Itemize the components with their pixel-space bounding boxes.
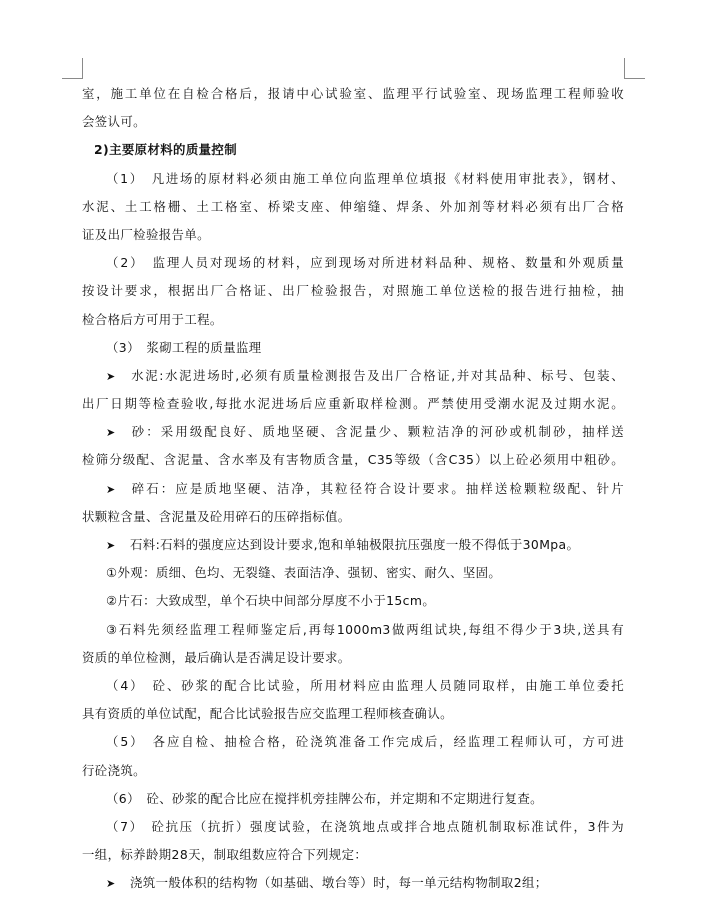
bullet-text: 浇筑一般体积的结构物（如基础、墩台等）时，每一单元结构物制取2组； (130, 875, 548, 891)
paragraph-line: ③石料先须经监理工程师鉴定后,再每1000m3做两组试块,每组不得少于3块,送具有 (106, 621, 624, 637)
paragraph-line: 行砼浇筑。 (82, 762, 146, 778)
bullet-line (82, 418, 624, 446)
bullet-line (82, 531, 624, 559)
paragraph-line: 水泥、土工格栅、土工格室、桥梁支座、伸缩缝、焊条、外加剂等材料必须有出厂合格 (82, 198, 624, 214)
section-heading: 2)主要原材料的质量控制 (94, 142, 237, 158)
paragraph-line: 资质的单位检测，最后确认是否满足设计要求。 (82, 649, 351, 665)
paragraph-line: （7） 砼抗压（抗折）强度试验，在浇筑地点或拌合地点随机制取标准试件，3件为 (106, 818, 624, 834)
paragraph-line: 室，施工单位在自检合格后，报请中心试验室、监理平行试验室、现场监理工程师验收 (82, 86, 624, 101)
bullet-text: 石料:石料的强度应达到设计要求,饱和单轴极限抗压强度一般不得低于30Mpa。 (130, 537, 580, 552)
crop-mark-top-left (62, 58, 83, 79)
bullet-text: 碎石：应是质地坚硬、洁净，其粒径符合设计要求。抽样送检颗粒级配、针片 (130, 480, 624, 496)
paragraph-line: （6） 砼、砂浆的配合比应在搅拌机旁挂牌公布，并定期和不定期进行复查。 (106, 790, 543, 806)
crop-mark-top-right (624, 58, 645, 79)
paragraph-line: 会签认可。 (82, 114, 146, 130)
bullet-arrow-icon: ➤ (106, 539, 116, 552)
paragraph-line: （2） 监理人员对现场的材料，应到现场对所进材料品种、规格、数量和外观质量 (106, 255, 624, 271)
bullet-text: 水泥:水泥进场时,必须有质量检测报告及出厂合格证,并对其品种、标号、包装、 (130, 367, 624, 383)
paragraph-line: （1） 凡进场的原材料必须由施工单位向监理单位填报《材料使用审批表》，钢材、 (106, 170, 624, 186)
document-body (82, 80, 624, 897)
paragraph-line: 具有资质的单位试配，配合比试验报告应交监理工程师核查确认。 (82, 706, 453, 722)
bullet-line (82, 869, 624, 897)
paragraph-line: 按设计要求，根据出厂合格证、出厂检验报告，对照施工单位送检的报告进行抽检，抽 (82, 283, 624, 299)
paragraph-line: （3） 浆砌工程的质量监理 (106, 339, 262, 355)
bullet-arrow-icon: ➤ (106, 426, 116, 440)
paragraph-line: （4） 砼、砂浆的配合比试验，所用材料应由监理人员随同取样，由施工单位委托 (106, 677, 624, 693)
paragraph-line: 状颗粒含量、含泥量及砼用碎石的压碎指标值。 (82, 508, 351, 524)
bullet-arrow-icon: ➤ (106, 482, 116, 496)
paragraph-line: 一组，标养龄期28天，制取组数应符合下列规定： (82, 847, 368, 863)
paragraph-line: 检筛分级配、含泥量、含水率及有害物质含量，C35等级（含C35）以上砼必须用中粗砂。 (82, 452, 624, 468)
bullet-line (82, 475, 624, 503)
bullet-line (82, 362, 624, 390)
bullet-arrow-icon: ➤ (106, 369, 116, 383)
paragraph-line: 出厂日期等检查验收,每批水泥进场后应重新取样检测。严禁使用受潮水泥及过期水泥。 (82, 396, 624, 412)
paragraph-line: （5） 各应自检、抽检合格，砼浇筑准备工作完成后，经监理工程师认可，方可进 (106, 734, 624, 750)
bullet-arrow-icon: ➤ (106, 877, 116, 891)
paragraph-line: ①外观：质细、色均、无裂缝、表面洁净、强韧、密实、耐久、坚固。 (106, 565, 502, 581)
paragraph-line: 证及出厂检验报告单。 (82, 226, 210, 242)
paragraph-line: 检合格后方可用于工程。 (82, 311, 223, 327)
bullet-text: 砂：采用级配良好、质地坚硬、含泥量少、颗粒洁净的河砂或机制砂，抽样送 (130, 424, 624, 440)
paragraph-line: ②片石：大致成型，单个石块中间部分厚度不小于15cm。 (106, 593, 436, 609)
